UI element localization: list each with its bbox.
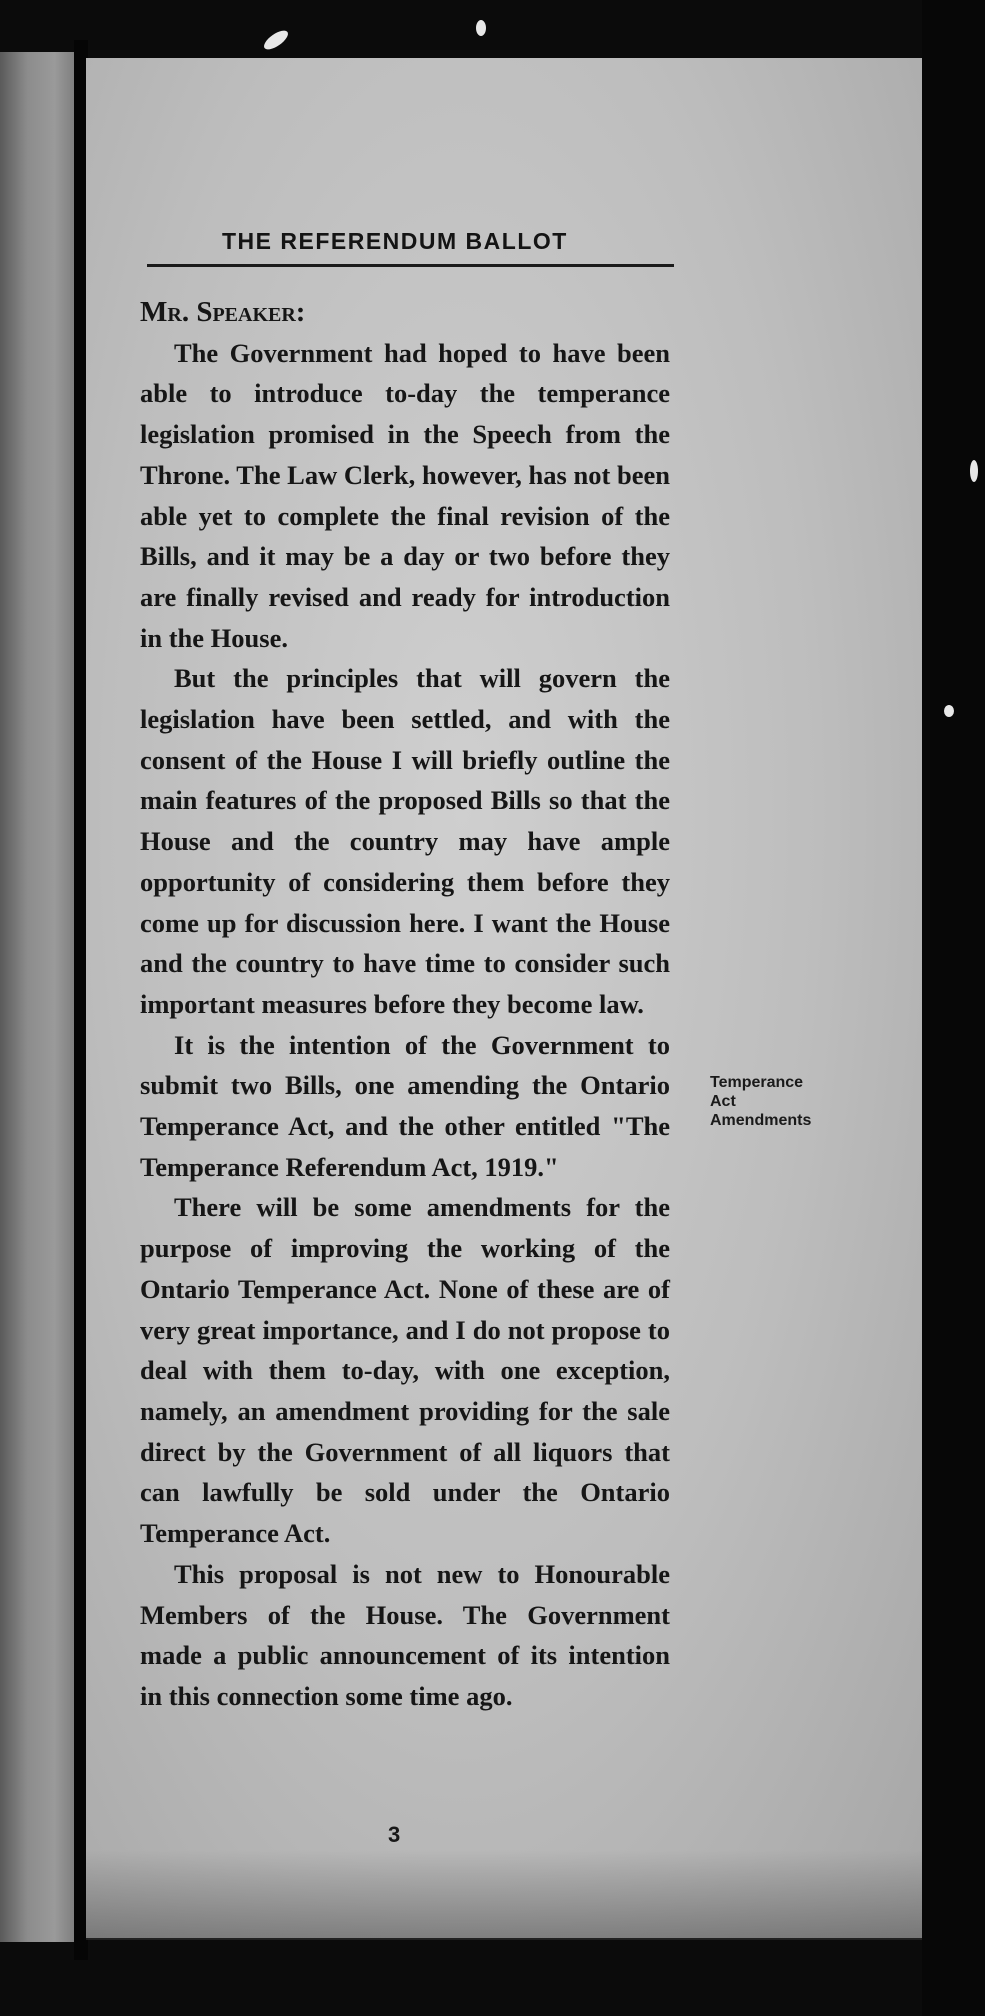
sidenote-line: Temperance [710, 1074, 804, 1091]
facing-page-edge [0, 52, 78, 1942]
paragraph: There will be some amendments for the purpose of improving the working of the Ontario Temperance Act. None of these are of very great importance, and I do not propose to deal with them to-day, with one exception, namely, an amendment providing for the sale direct by the Government of all liquors that can lawfully be sold under the Ontario Temperance Act. [140, 1192, 670, 1549]
margin-sidenote [710, 1073, 840, 1130]
paragraph: It is the intention of the Government to submit two Bills, one amending the Ontario Temperance Act, and the other entitled "The Temperance Referendum Act, 1919." [140, 1029, 670, 1182]
paragraph: The Government had hoped to have been able to introduce to-day the temperance legislation promised in the Speech from the Throne. The Law Clerk, however, has not been able yet to complete the final revision of the Bills, and it may be a day or two before they are finally revised and ready for introduction in the House. [140, 337, 670, 653]
scan-speck [944, 705, 954, 717]
paragraph: This proposal is not new to Honourable Members of the House. The Government made a public announcement of its intention in this connection some time ago. [140, 1558, 670, 1711]
sidenote-line: Amendments [710, 1112, 812, 1129]
speech-body [140, 292, 670, 1717]
scan-speck [970, 460, 978, 482]
sidenote-line: Act [710, 1093, 736, 1110]
page-number: 3 [388, 1822, 401, 1847]
paragraph: But the principles that will govern the legislation have been settled, and with the consent of the House I will briefly outline the main features of the proposed Bills so that the House and the country may have ample opportunity of considering them before they come up for discussion here. I want the House and the country to have time to consider such important measures before they become law. [140, 663, 670, 1019]
running-head: THE REFERENDUM BALLOT [222, 228, 568, 254]
salutation: Mr. Speaker: [140, 296, 306, 328]
scan-border-right [922, 0, 985, 2016]
page-bottom-shadow [86, 1850, 922, 1940]
scan-speck [261, 27, 291, 53]
header-rule [147, 264, 674, 267]
scan-speck [476, 20, 486, 36]
